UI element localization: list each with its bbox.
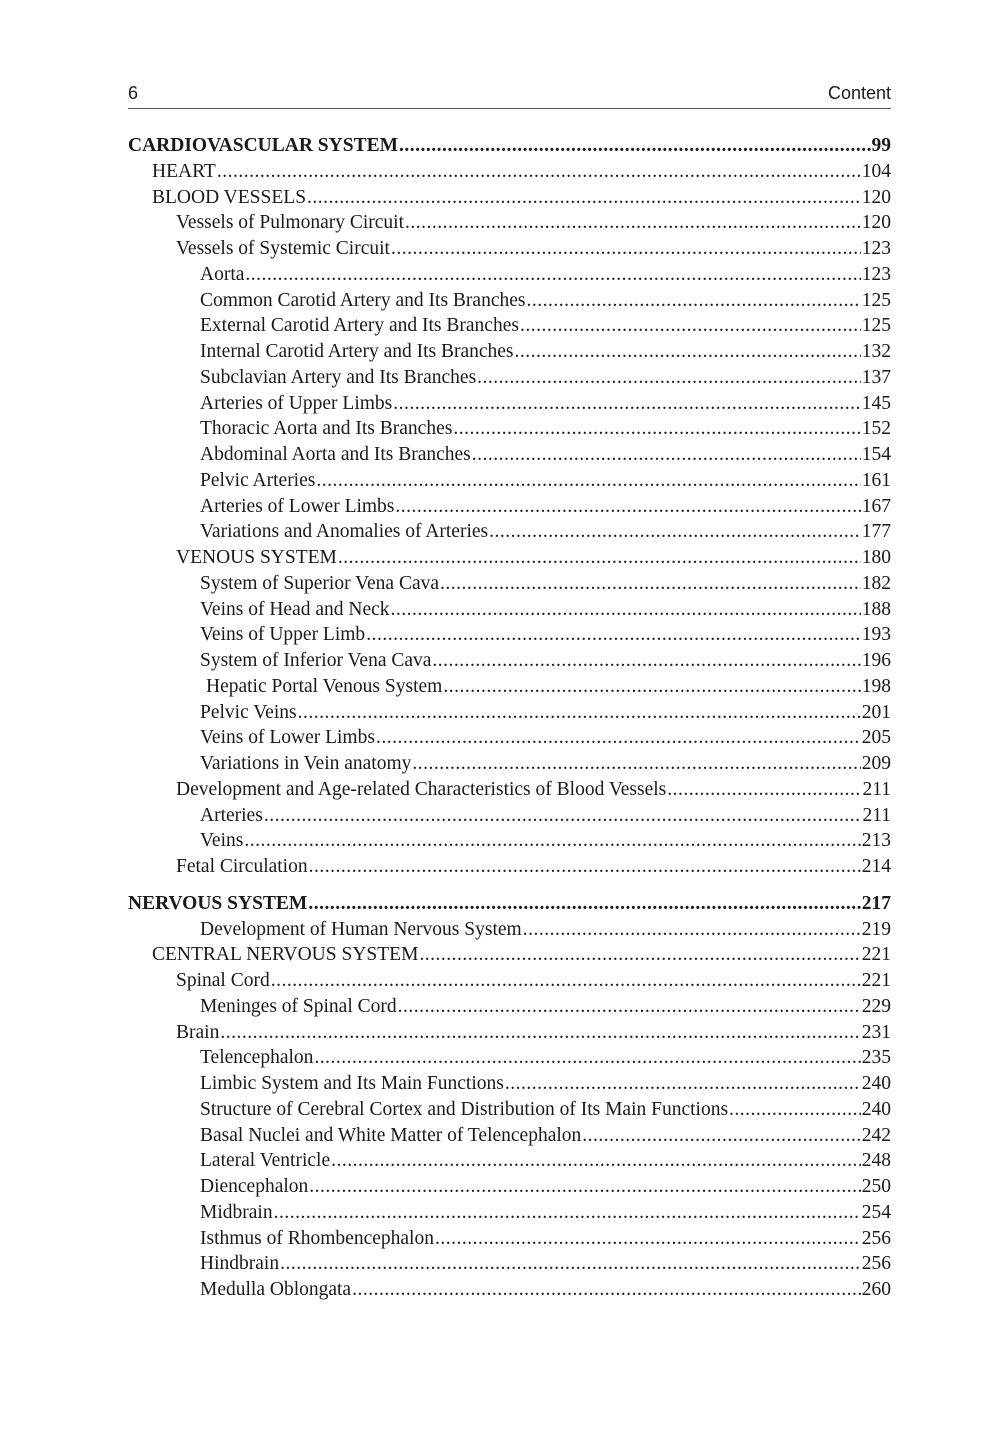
toc-entry-title: Vessels of Systemic Circuit <box>176 238 390 259</box>
toc-entry[interactable] <box>128 1020 891 1046</box>
dot-leader <box>526 288 860 314</box>
toc-entry-page: 221 <box>861 944 891 966</box>
toc-entry[interactable] <box>128 828 891 854</box>
toc-entry[interactable] <box>128 210 891 236</box>
toc-entry[interactable] <box>128 494 891 520</box>
toc-entry[interactable] <box>128 648 891 674</box>
dot-leader <box>505 1071 861 1097</box>
toc-entry-page: 231 <box>861 1021 891 1043</box>
toc-entry-page: 196 <box>861 650 891 671</box>
toc-entry-page: 123 <box>861 263 891 285</box>
dot-leader <box>520 313 861 339</box>
dot-leader <box>366 622 861 648</box>
toc-entry-title: Fetal Circulation <box>176 856 308 877</box>
toc-entry-title: Variations in Vein anatomy <box>200 753 412 774</box>
toc-entry-page: 193 <box>861 624 891 646</box>
toc-entry-title: Veins <box>200 830 244 852</box>
toc-entry[interactable] <box>128 1200 891 1226</box>
dot-leader <box>582 1123 860 1149</box>
toc-entry-title: Isthmus of Rhombencephalon <box>200 1227 434 1249</box>
toc-entry[interactable] <box>128 1071 891 1097</box>
toc-entry-page: 188 <box>861 598 891 620</box>
dot-leader <box>274 1200 861 1226</box>
toc-entry[interactable] <box>128 313 891 339</box>
toc-entry-page: 211 <box>862 778 891 800</box>
toc-entry-title: Subclavian Artery and Its Branches <box>200 366 477 388</box>
dot-leader <box>376 725 861 751</box>
dot-leader <box>443 674 860 700</box>
dot-leader <box>477 365 861 391</box>
toc-entry-page: 240 <box>861 1073 891 1094</box>
toc-entry[interactable] <box>128 917 891 943</box>
toc-entry-title: Structure of Cerebral Cortex and Distribution of Its Main Functions <box>200 1098 729 1120</box>
dot-leader <box>298 700 861 726</box>
toc-entry-title: Arteries of Lower Limbs <box>200 495 395 517</box>
toc-entry-page: 219 <box>861 918 891 940</box>
toc-entry-title: Development of Human Nervous System <box>200 918 522 940</box>
toc-entry[interactable] <box>128 519 891 545</box>
toc-entry[interactable] <box>128 1123 891 1149</box>
toc-entry-title: Arteries <box>200 804 263 826</box>
toc-entry-page: 152 <box>861 418 891 440</box>
toc-entry[interactable] <box>128 777 891 803</box>
toc-entry-page: 240 <box>861 1098 891 1120</box>
toc-entry[interactable] <box>128 442 891 468</box>
toc-entry[interactable] <box>128 571 891 597</box>
dot-leader <box>405 210 861 236</box>
toc-entry[interactable] <box>128 968 891 994</box>
dot-leader <box>309 1174 860 1200</box>
page-number: 6 <box>128 83 139 103</box>
dot-leader <box>453 416 860 442</box>
toc-entry-title: CENTRAL NERVOUS SYSTEM <box>152 944 419 966</box>
toc-entry-page: 242 <box>861 1124 891 1146</box>
dot-leader <box>217 159 861 185</box>
toc-entry-page: 217 <box>861 892 891 914</box>
running-title: Content <box>827 83 891 103</box>
toc-entry-title: BLOOD VESSELS <box>152 186 307 208</box>
toc-entry-title: Abdominal Aorta and Its Branches <box>200 444 471 465</box>
dot-leader <box>412 751 860 777</box>
toc-entry-page: 137 <box>861 366 891 388</box>
toc-entry-page: 250 <box>861 1176 891 1197</box>
toc-entry-page: 260 <box>861 1279 891 1300</box>
toc-entry[interactable] <box>128 288 891 314</box>
toc-entry[interactable] <box>128 597 891 623</box>
toc-entry[interactable] <box>128 994 891 1020</box>
toc-entry-title: Veins of Upper Limb <box>200 624 366 646</box>
toc-entry[interactable] <box>128 1251 891 1277</box>
dot-leader <box>271 968 861 994</box>
toc-entry[interactable] <box>128 416 891 442</box>
toc-entry-title: Development and Age-related Characteristics of Blood Vessels <box>176 778 667 800</box>
toc-entry-page: 99 <box>871 135 891 156</box>
toc-entry-title: HEART <box>152 160 216 182</box>
dot-leader <box>391 236 861 262</box>
toc-entry-title: Limbic System and Its Main Functions <box>200 1073 504 1094</box>
toc-entry-page: 120 <box>861 186 891 208</box>
toc-entry-title: Meninges of Spinal Cord <box>200 995 397 1017</box>
toc-entry-page: 167 <box>861 495 891 517</box>
dot-leader <box>398 994 861 1020</box>
toc-entry[interactable] <box>128 1174 891 1200</box>
toc-entry-title: Lateral Ventricle <box>200 1150 331 1172</box>
toc-entry-title: Telencephalon <box>200 1047 314 1069</box>
toc-entry-page: 221 <box>861 970 891 991</box>
toc-entry[interactable] <box>128 339 891 365</box>
toc-entry-title: Thoracic Aorta and Its Branches <box>200 418 453 440</box>
dot-leader <box>352 1277 861 1303</box>
toc-entry-title: External Carotid Artery and Its Branches <box>200 315 519 337</box>
dot-leader <box>391 597 861 623</box>
toc-entry-title: Hepatic Portal Venous System <box>206 675 443 697</box>
toc-entry[interactable] <box>128 622 891 648</box>
dot-leader <box>331 1148 861 1174</box>
toc-entry-page: 205 <box>861 727 891 749</box>
toc-entry[interactable] <box>128 1148 891 1174</box>
toc-entry-page: 209 <box>861 753 891 774</box>
toc-entry-title: Aorta <box>200 263 245 285</box>
toc-entry-page: 256 <box>861 1253 891 1275</box>
toc-entry-title: Veins of Lower Limbs <box>200 727 375 749</box>
toc-entry[interactable] <box>128 942 891 968</box>
dot-leader <box>393 391 861 417</box>
dot-leader <box>667 777 861 803</box>
dot-leader <box>419 942 860 968</box>
toc-entry[interactable] <box>128 725 891 751</box>
toc-entry-page: 248 <box>861 1150 891 1172</box>
toc-entry-title: System of Inferior Vena Cava <box>200 650 432 671</box>
toc-entry-page: 182 <box>861 572 891 594</box>
dot-leader <box>523 917 861 943</box>
toc-entry-title: Brain <box>176 1021 220 1043</box>
toc-entry[interactable] <box>128 751 891 777</box>
toc-entry-title: NERVOUS SYSTEM <box>128 892 308 914</box>
toc-entry-title: Arteries of Upper Limbs <box>200 392 393 414</box>
toc-entry[interactable] <box>128 1226 891 1252</box>
dot-leader <box>220 1020 860 1046</box>
dot-leader <box>435 1226 861 1252</box>
toc-entry-title: Common Carotid Artery and Its Branches <box>200 289 526 311</box>
dot-leader <box>338 545 861 571</box>
toc-entry-page: 145 <box>861 392 891 414</box>
dot-leader <box>515 339 861 365</box>
toc-entry-page: 201 <box>861 701 891 723</box>
toc-entry[interactable] <box>128 391 891 417</box>
toc-section-entry[interactable] <box>128 891 891 917</box>
toc-entry-title: Veins of Head and Neck <box>200 598 390 620</box>
table-of-contents <box>128 133 891 1303</box>
page-header <box>128 82 891 109</box>
toc-entry-title: Variations and Anomalies of Arteries <box>200 521 489 543</box>
toc-entry-title: Pelvic Veins <box>200 701 297 723</box>
dot-leader <box>280 1251 861 1277</box>
toc-entry-page: 177 <box>861 521 891 543</box>
toc-entry-page: 256 <box>861 1227 891 1249</box>
toc-entry[interactable] <box>128 674 891 700</box>
dot-leader <box>316 468 860 494</box>
dot-leader <box>308 891 860 917</box>
toc-entry[interactable] <box>128 700 891 726</box>
toc-entry-page: 120 <box>861 212 891 234</box>
toc-entry[interactable] <box>128 545 891 571</box>
dot-leader <box>729 1097 861 1123</box>
toc-entry-page: 161 <box>861 469 891 491</box>
toc-entry-title: CARDIOVASCULAR SYSTEM <box>128 135 398 156</box>
toc-entry-page: 229 <box>861 995 891 1017</box>
toc-entry-title: VENOUS SYSTEM <box>176 547 337 568</box>
dot-leader <box>489 519 861 545</box>
dot-leader <box>244 828 860 854</box>
dot-leader <box>399 133 871 159</box>
toc-entry[interactable] <box>128 262 891 288</box>
toc-entry[interactable] <box>128 185 891 211</box>
toc-entry-page: 235 <box>861 1047 891 1069</box>
toc-entry-page: 180 <box>861 547 891 568</box>
toc-entry-page: 211 <box>862 804 891 826</box>
dot-leader <box>307 185 861 211</box>
toc-entry[interactable] <box>128 1277 891 1303</box>
dot-leader <box>432 648 860 674</box>
dot-leader <box>314 1045 860 1071</box>
dot-leader <box>264 803 862 829</box>
toc-entry[interactable] <box>128 468 891 494</box>
toc-entry-page: 125 <box>861 315 891 337</box>
toc-entry-page: 254 <box>861 1201 891 1223</box>
toc-entry[interactable] <box>128 1045 891 1071</box>
toc-entry-page: 125 <box>861 289 891 311</box>
toc-entry[interactable] <box>128 236 891 262</box>
toc-entry-title: Spinal Cord <box>176 970 270 991</box>
toc-section-entry[interactable] <box>128 133 891 159</box>
toc-entry[interactable] <box>128 1097 891 1123</box>
toc-entry-title: Midbrain <box>200 1201 273 1223</box>
toc-entry-page: 123 <box>861 238 891 259</box>
toc-entry-title: Internal Carotid Artery and Its Branches <box>200 341 514 362</box>
toc-entry-page: 132 <box>861 341 891 362</box>
dot-leader <box>472 442 861 468</box>
toc-entry-title: Vessels of Pulmonary Circuit <box>176 212 405 234</box>
toc-entry[interactable] <box>128 803 891 829</box>
toc-entry[interactable] <box>128 159 891 185</box>
toc-entry-page: 198 <box>861 675 891 697</box>
dot-leader <box>395 494 860 520</box>
toc-entry-page: 104 <box>861 160 891 182</box>
toc-entry[interactable] <box>128 854 891 880</box>
toc-entry-title: Diencephalon <box>200 1176 309 1197</box>
toc-entry-page: 213 <box>861 830 891 852</box>
dot-leader <box>440 571 861 597</box>
toc-entry-page: 214 <box>861 856 891 877</box>
toc-entry-title: Hindbrain <box>200 1253 280 1275</box>
toc-entry-title: Medulla Oblongata <box>200 1279 352 1300</box>
toc-entry-title: Basal Nuclei and White Matter of Telencephalon <box>200 1124 582 1146</box>
toc-entry-page: 154 <box>861 444 891 465</box>
toc-entry-title: Pelvic Arteries <box>200 469 316 491</box>
toc-entry-title: System of Superior Vena Cava <box>200 572 440 594</box>
dot-leader <box>309 854 861 880</box>
toc-entry[interactable] <box>128 365 891 391</box>
dot-leader <box>245 262 860 288</box>
